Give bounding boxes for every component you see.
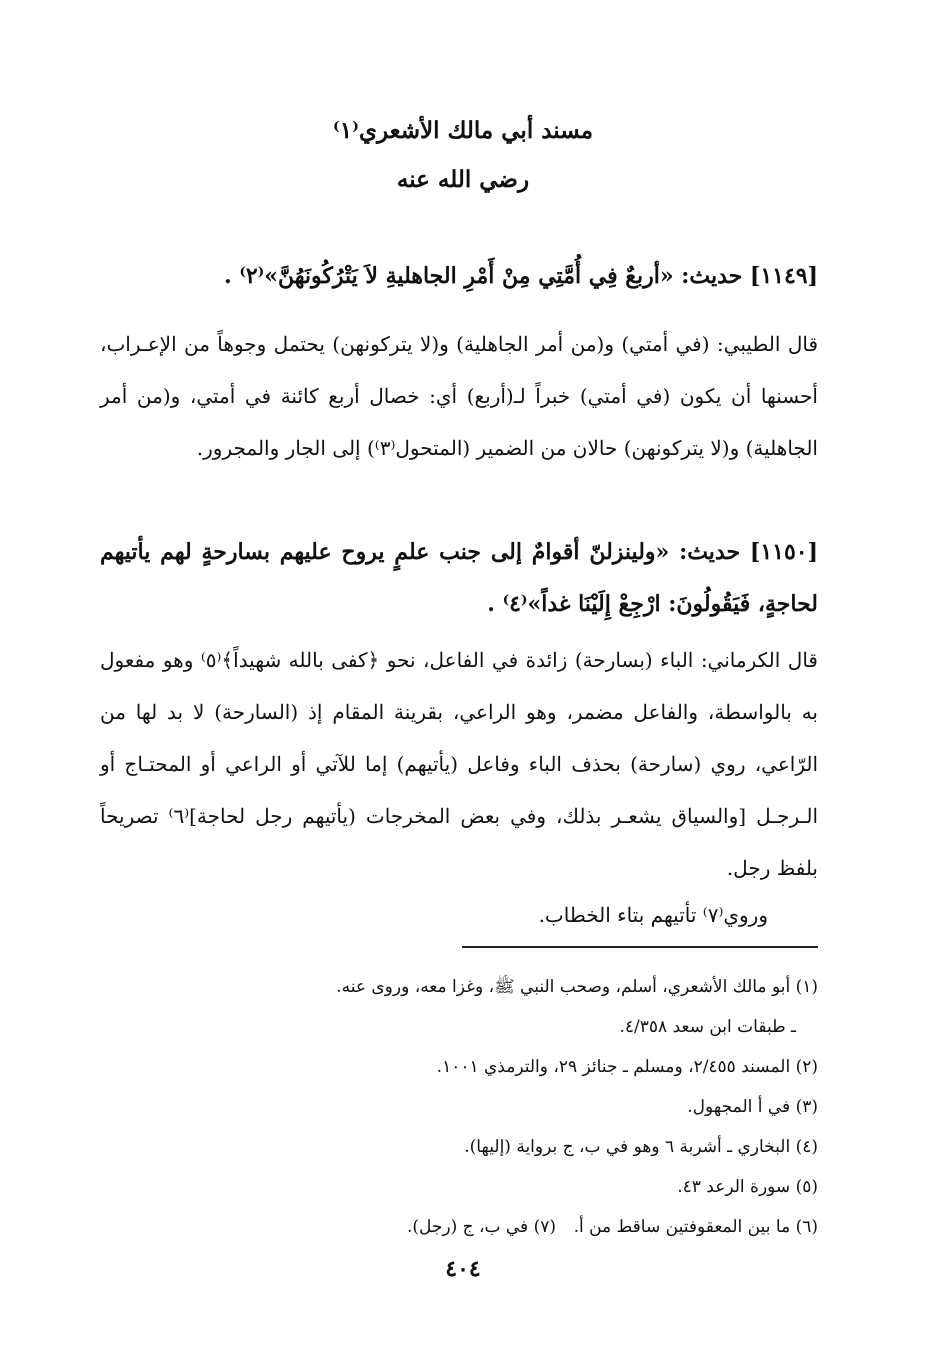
footnote-1-reference: ـ طبقات ابن سعد ٤/٣٥٨.	[619, 1017, 796, 1037]
hadith-1149: [١١٤٩] حديث: «أربعٌ فِي أُمَّتِي مِنْ أَمْرِ الجاهليةِ لاَ يَتْرُكُونَهُنَّ»⁽٢⁾ .	[224, 263, 818, 289]
section-subtitle: رضي الله عنه	[396, 166, 530, 193]
footnote-divider	[462, 946, 818, 948]
commentary-tibi: قال الطيبي: (في أمتي) و(من أمر الجاهلية) و(لا يتركونهن) يحتمل وجوهاً من الإعـراب، أحسنها أن يكون (في أمتي) خبراً لـ(أربع) أي: خصال أربع كائنة في أمتي، و(من أمر الجاهلية) و(لا يتركونهن) حالان من الضمير (المتحول⁽٣⁾) إلى الجار والمجرور.	[100, 332, 818, 460]
footnote-5: (٥) سورة الرعد ٤٣.	[677, 1177, 818, 1197]
footnote-6: (٦) ما بين المعقوفتين ساقط من أ.	[573, 1217, 818, 1237]
hadith-1150: [١١٥٠] حديث: «ولينزلنّ أقوامٌ إلى جنب علمٍ يروح عليهم بسارحةٍ لهم يأتيهم لحاجةٍ، فَيَقُولُونَ: ارْجِعْ إِلَيْنَا غداً»⁽٤⁾ .	[100, 539, 818, 617]
footnote-4: (٤) البخاري ـ أشربة ٦ وهو في ب، ج برواية (إليها).	[464, 1137, 818, 1157]
footnote-2: (٢) المسند ٢/٤٥٥، ومسلم ـ جنائز ٢٩، والترمذي ١٠٠١.	[436, 1057, 818, 1077]
section-title: مسند أبي مالك الأشعري⁽١⁾	[332, 117, 594, 144]
footnote-1: (١) أبو مالك الأشعري، أسلم، وصحب النبي ﷺ، وغزا معه، وروى عنه.	[336, 977, 818, 997]
footnote-7: (٧) في ب، ج (رجل).	[406, 1217, 556, 1237]
commentary-kirmani: قال الكرماني: الباء (بسارحة) زائدة في الفاعل، نحو ﴿كفى بالله شهيداً﴾⁽٥⁾ وهو مفعول به بالواسطة، والفاعل مضمر، وهو الراعي، بقرينة المقام إذ (السارحة) لا بد لها من الرّاعي، روي (سارحة) بحذف الباء وفاعل (يأتيهم) إما للآتي أو الراعي أو المحتـاج أو الـرجـل [والسياق يشعـر بذلك، وفي بعض المخرجات (يأتيهم رجل لحاجة]⁽٦⁾ تصريحاً بلفظ رجل.	[100, 648, 818, 880]
footnote-3: (٣) في أ المجهول.	[687, 1097, 818, 1117]
footnote-row-6-7	[100, 1207, 818, 1247]
footnotes	[100, 967, 818, 1247]
commentary-riwaya: وروي⁽٧⁾ تأتيهم بتاء الخطاب.	[538, 903, 768, 927]
page-number: ٤٠٤	[445, 1256, 481, 1282]
